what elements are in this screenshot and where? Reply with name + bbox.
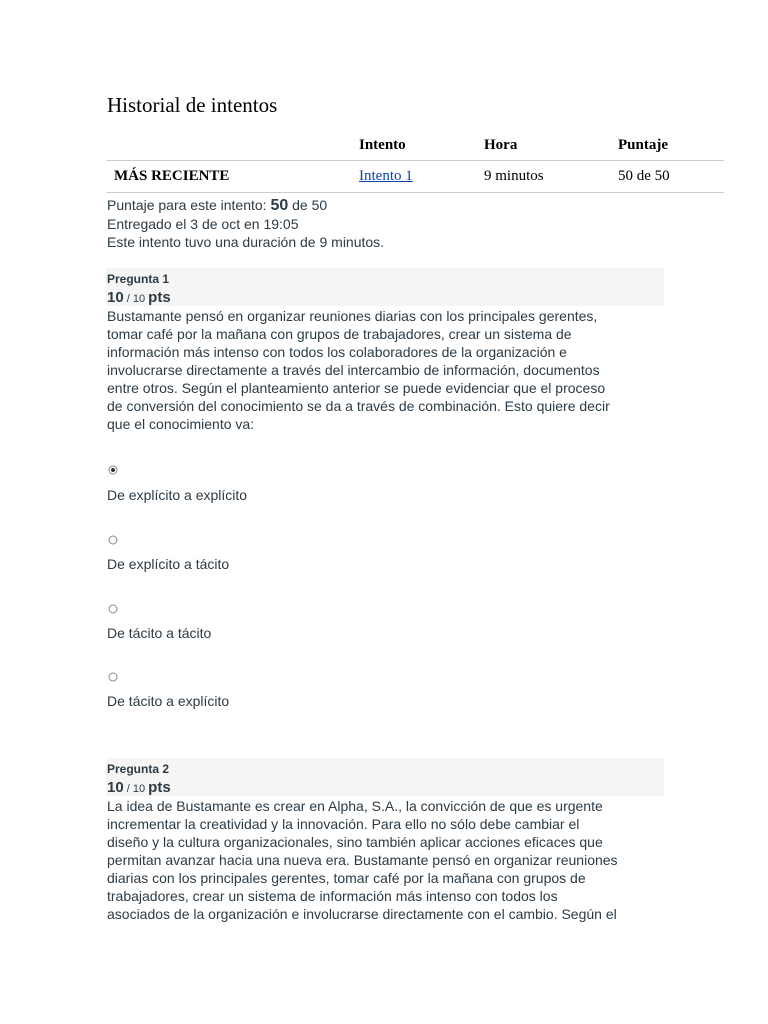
table-header-row — [106, 131, 724, 161]
question-1-text-line: entre otros. Según el planteamiento anterior se puede evidenciar que el proceso — [107, 380, 606, 396]
question-2-points-value: 10 — [107, 779, 124, 796]
header-time: Hora — [484, 131, 618, 161]
question-1-points — [107, 289, 171, 306]
answer-1-radio-selected[interactable] — [108, 465, 118, 475]
question-2-text-line: asociados de la organización e involucrarse directamente con el cambio. Según el — [107, 906, 617, 922]
question-2-points-sep: / 10 — [123, 783, 149, 795]
most-recent-label: MÁS RECIENTE — [106, 161, 359, 193]
answer-2-radio[interactable] — [108, 535, 118, 545]
question-2-text-line: diseño y la cultura organizacionales, sino también aplicar acciones eficaces que — [107, 834, 603, 850]
header-empty — [106, 131, 359, 161]
question-1-points-sep: / 10 — [123, 293, 149, 305]
question-1-text-line: Bustamante pensó en organizar reuniones diarias con los principales gerentes, — [107, 308, 598, 324]
question-2-text — [107, 797, 667, 923]
attempt-1-link[interactable]: Intento 1 — [359, 168, 413, 184]
answer-4-radio[interactable] — [108, 672, 118, 682]
table-row — [106, 161, 724, 193]
question-2-header — [106, 758, 664, 796]
score-prefix: Puntaje para este intento: — [107, 197, 271, 213]
question-1-text-line: que el conocimiento va: — [107, 416, 255, 432]
header-attempt: Intento — [359, 131, 484, 161]
question-2-text-line: La idea de Bustamante es crear en Alpha, S.A., la convicción de que es urgente — [107, 798, 603, 814]
answer-4-text: De tácito a explícito — [107, 693, 230, 709]
attempts-history-table — [106, 131, 724, 193]
page-title: Historial de intentos — [107, 93, 278, 117]
question-1-text-line: tomar café por la mañana con grupos de trabajadores, crear un sistema de — [107, 326, 572, 342]
question-2-text-line: diarias con los principales gerentes, tomar café por la mañana con grupos de — [107, 870, 586, 886]
duration-text: Este intento tuvo una duración de 9 minutos. — [107, 234, 385, 250]
question-1-points-unit: pts — [148, 289, 171, 306]
question-2-text-line: incrementar la creatividad y la innovación. Para ello no sólo debe cambiar el — [107, 816, 580, 832]
submitted-text: Entregado el 3 de oct en 19:05 — [107, 216, 299, 232]
answer-2-text: De explícito a tácito — [107, 556, 230, 572]
attempt-time: 9 minutos — [484, 161, 618, 193]
question-1-label: Pregunta 1 — [107, 272, 170, 286]
attempt-summary — [107, 196, 384, 251]
score-line — [107, 196, 384, 215]
score-value: 50 — [270, 197, 289, 214]
attempt-score: 50 de 50 — [618, 161, 724, 193]
question-2-text-line: permitan avanzar hacia una nueva era. Bustamante pensó en organizar reuniones — [107, 852, 618, 868]
answer-3-text: De tácito a tácito — [107, 625, 212, 641]
answer-1-text: De explícito a explícito — [107, 487, 248, 503]
question-1-points-value: 10 — [107, 289, 124, 306]
question-1-text-line: información más intenso con todos los colaboradores de la organización e — [107, 344, 567, 360]
question-2-points-unit: pts — [148, 779, 171, 796]
question-1-text-line: de conversión del conocimiento se da a través de combinación. Esto quiere decir — [107, 398, 610, 414]
question-1-header — [106, 268, 664, 306]
question-2-text-line: trabajadores, crear un sistema de información más intenso con todos los — [107, 888, 558, 904]
question-2-points — [107, 779, 171, 796]
header-score: Puntaje — [618, 131, 724, 161]
score-suffix: de 50 — [288, 197, 328, 213]
question-1-text — [107, 307, 667, 433]
answer-3-radio[interactable] — [108, 604, 118, 614]
question-2-label: Pregunta 2 — [107, 762, 170, 776]
question-1-text-line: involucrarse directamente a través del intercambio de información, documentos — [107, 362, 600, 378]
